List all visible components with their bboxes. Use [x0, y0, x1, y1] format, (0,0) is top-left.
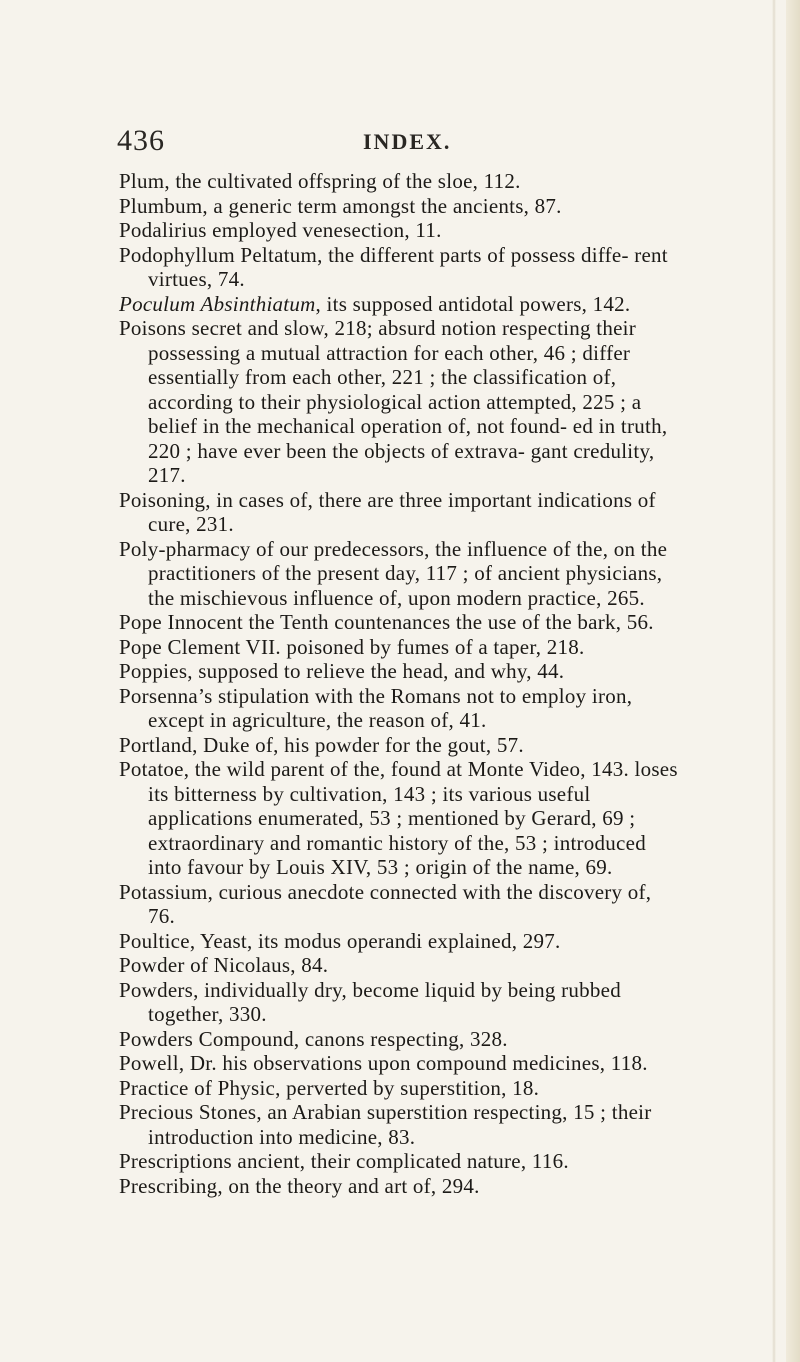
index-entry: Prescribing, on the theory and art of, 294.	[119, 1173, 480, 1198]
index-entry: Potassium, curious anecdote connected with the discovery of, 76.	[119, 879, 652, 928]
page-fold-shadow	[772, 0, 776, 1362]
index-entry: Portland, Duke of, his powder for the gout, 57.	[119, 732, 524, 757]
index-entry: Porsenna’s stipulation with the Romans not to employ iron, except in agriculture, the reason of, 41.	[119, 683, 633, 732]
index-entry: Powders Compound, canons respecting, 328.	[119, 1026, 508, 1051]
index-entry: Powders, individually dry, become liquid by being rubbed together, 330.	[119, 977, 621, 1026]
index-entries	[119, 169, 679, 1198]
index-entry: Practice of Physic, perverted by superstition, 18.	[119, 1075, 540, 1100]
page-number: 436	[117, 124, 165, 157]
page-header	[117, 124, 677, 164]
index-entry: Pope Clement VII. poisoned by fumes of a taper, 218.	[119, 634, 585, 659]
running-head: INDEX.	[363, 129, 452, 154]
index-entry: Poly-pharmacy of our predecessors, the influence of the, on the practitioners of the present day, 117 ; of ancient physicians, the mischievous influence of, upon modern practice, 265.	[119, 536, 668, 610]
index-entry: Poppies, supposed to relieve the head, and why, 44.	[119, 659, 565, 683]
index-entry: Powder of Nicolaus, 84.	[119, 953, 329, 977]
index-entry: Potatoe, the wild parent of the, found at Monte Video, 143. loses its bitterness by cultivation, 143 ; its various useful applications enumerated, 53 ; mentioned by Gerard, 69 ; extraordinary and romantic history of the, 53 ; introduced into favour by Louis XIV, 53 ; origin of the name, 69.	[119, 757, 678, 879]
index-entry: Poisoning, in cases of, there are three important indications of cure, 231.	[119, 487, 656, 536]
index-entry: Prescriptions ancient, their complicated nature, 116.	[119, 1149, 569, 1173]
index-entry: Poculum Absinthiatum, its supposed antidotal powers, 142.	[119, 291, 631, 316]
index-entry: Podalirius employed venesection, 11.	[119, 218, 442, 242]
index-entry: Plum, the cultivated offspring of the sloe, 112.	[119, 169, 521, 193]
index-entry: Pope Innocent the Tenth countenances the use of the bark, 56.	[119, 610, 654, 634]
index-entry: Plumbum, a generic term amongst the ancients, 87.	[119, 193, 562, 218]
index-entry: Poultice, Yeast, its modus operandi explained, 297.	[119, 928, 561, 953]
index-entry: Poisons secret and slow, 218; absurd notion respecting their possessing a mutual attraction for each other, 46 ; differ essentially from each other, 221 ; the classification of, according to their physiological action attempted, 225 ; a belief in the mechanical operation of, not found- ed in truth, 220 ; have ever been the objects of extrava- gant credulity, 217.	[119, 316, 668, 487]
index-entry: Precious Stones, an Arabian superstition respecting, 15 ; their introduction into medicine, 83.	[119, 1100, 652, 1149]
index-entry: Powell, Dr. his observations upon compound medicines, 118.	[119, 1051, 648, 1075]
index-entry: Podophyllum Peltatum, the different parts of possess diffe- rent virtues, 74.	[119, 242, 668, 291]
entry-italic-term: Poculum Absinthiatum	[119, 291, 316, 316]
page-edge	[786, 0, 800, 1362]
